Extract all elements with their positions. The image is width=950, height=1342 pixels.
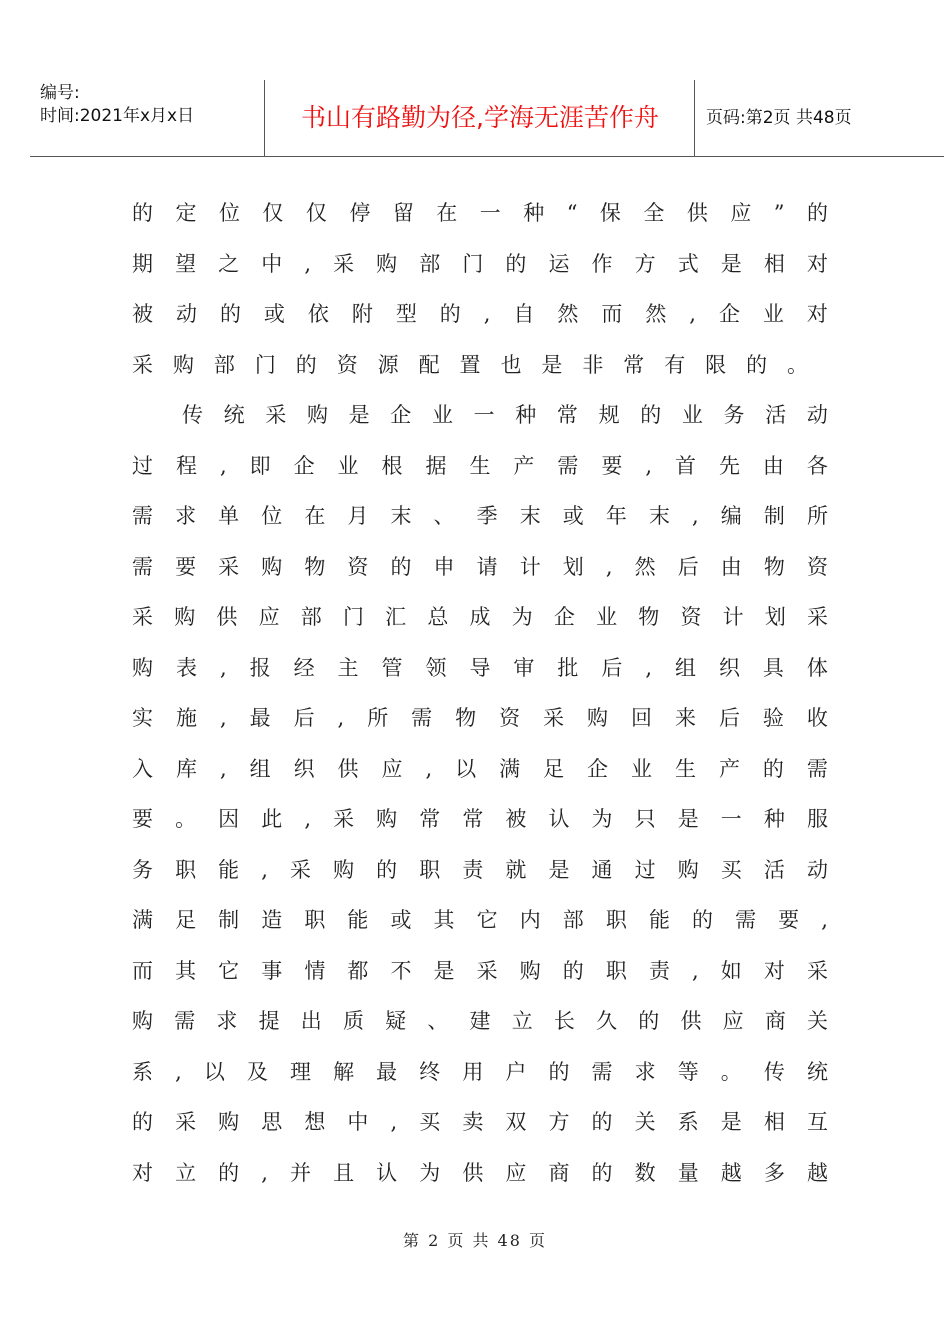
number-label: 编号:	[40, 83, 80, 103]
body-text	[132, 188, 828, 1198]
body-line: 务 职 能 , 采 购 的 职 责 就 是 通 过 购 买 活 动	[132, 857, 828, 882]
body-line: 实 施 , 最 后 , 所 需 物 资 采 购 回 来 后 验 收	[132, 706, 828, 730]
time-label: 时间:2021年x月x日	[40, 106, 195, 126]
header-motto: 书山有路勤为径,学海无涯苦作舟	[301, 103, 659, 132]
body-line: 满 足 制 造 职 能 或 其 它 内 部 职 能 的 需 要 ,	[132, 908, 828, 932]
body-line: 购 表 , 报 经 主 管 领 导 审 批 后 , 组 织 具 体	[132, 655, 828, 680]
body-line: 的 定 位 仅 仅 停 留 在 一 种 “ 保 全 供 应 ” 的	[132, 201, 828, 225]
body-line: 采 购 部 门 的 资 源 配 置 也 是 非 常 有 限 的 。	[132, 352, 808, 377]
body-line: 被 动 的 或 依 附 型 的 , 自 然 而 然 , 企 业 对	[132, 302, 828, 326]
body-line: 入 库 , 组 织 供 应 , 以 满 足 企 业 生 产 的 需	[132, 756, 828, 781]
body-line: 要 。 因 此 , 采 购 常 常 被 认 为 只 是 一 种 服	[132, 807, 828, 831]
body-line: 过 程 , 即 企 业 根 据 生 产 需 要 , 首 先 由 各	[132, 453, 828, 478]
body-line: 而 其 它 事 情 都 不 是 采 购 的 职 责 , 如 对 采	[132, 958, 828, 983]
body-line: 需 要 采 购 物 资 的 申 请 计 划 , 然 后 由 物 资	[132, 554, 828, 579]
page-footer: 第 2 页 共 48 页	[403, 1231, 547, 1250]
header-divider-left	[264, 80, 265, 156]
body-line: 的 采 购 思 想 中 , 买 卖 双 方 的 关 系 是 相 互	[132, 1110, 828, 1134]
body-line: 采 购 供 应 部 门 汇 总 成 为 企 业 物 资 计 划 采	[132, 605, 828, 629]
header-divider-right	[694, 80, 695, 156]
document-header	[30, 80, 944, 157]
body-line: 需 求 单 位 在 月 末 、 季 末 或 年 末 , 编 制 所	[132, 504, 828, 528]
body-line: 购 需 求 提 出 质 疑 、 建 立 长 久 的 供 应 商 关	[132, 1009, 828, 1033]
body-line: 对 立 的 , 并 且 认 为 供 应 商 的 数 量 越 多 越	[132, 1160, 828, 1185]
body-line: 期 望 之 中 , 采 购 部 门 的 运 作 方 式 是 相 对	[132, 251, 828, 276]
body-line: 系 , 以 及 理 解 最 终 用 户 的 需 求 等 。 传 统	[132, 1059, 828, 1084]
body-line: 传 统 采 购 是 企 业 一 种 常 规 的 业 务 活 动	[182, 403, 828, 427]
header-meta	[40, 82, 266, 128]
header-page-info: 页码:第2页 共48页	[706, 108, 852, 128]
